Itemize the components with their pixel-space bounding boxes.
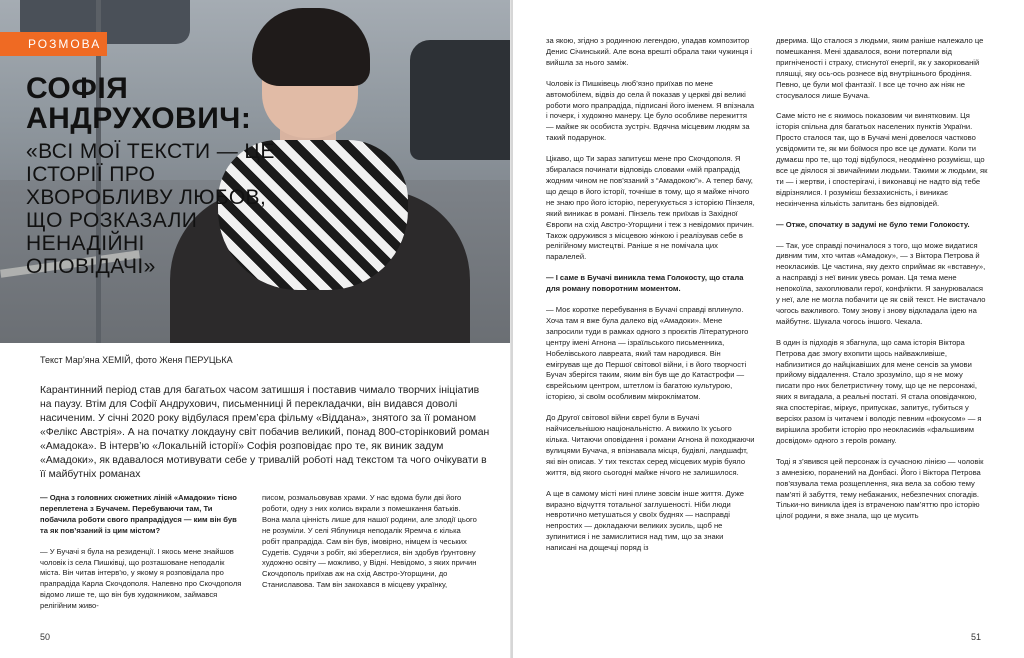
headline-name: СОФІЯ АНДРУХОВИЧ: [26, 72, 252, 135]
interview-question: — Отже, спочатку в задумі не було теми Голокосту. [776, 219, 970, 229]
right-page [513, 0, 1024, 658]
page-number: 50 [40, 632, 51, 642]
paragraph: До Другої світової війни євреї були в Бучачі найчисельнішою національністю. А вижило їх усього кілька. Читаючи оповідання і романи Агнона й походжаючи вулицями Бучача, я впізнавала місця, будівлі, ландшафт, які він описав. У тих текстах серед місцевих мурів буяло життя, від якого сьогодні майже нічого не залишилося. [546, 413, 755, 477]
paragraph: Чоловік із Пишківець люб’язно приїхав по мене автомобілем, відвіз до села й показав у церкві дві великі роботи мого прапрадіда, підписані його іменем. Я впізнала і почерк, і художню манеру. Це було особливе пережиття — майже як особиста зустріч. Вдячна місцевим людям за такий подарунок. [546, 78, 755, 143]
paragraph: — У Бучачі я була на резиденції. І якось мене знайшов чоловік із села Пишківці, що розташоване неподалік міста. Він читав інтерв’ю, у якому я розповідала про прапрадіда Карла Скочдополя. Напевно про Скочдополя відомо лише те, що він був художником, займався релігійним живо- [40, 546, 242, 611]
photo-car [410, 40, 511, 160]
byline: Текст Мар’яна ХЕМІЙ, фото Женя ПЕРУЦЬКА [40, 355, 233, 365]
paragraph: писом, розмальовував храми. У нас вдома були дві його роботи, одну з них колись вкрали з помешкання батьків. Вона мала цінність лише для нашої родини, але злодії цього не розуміли. У селі Яблуниця неподалік Яремча є кілька робіт прапрадіда. Сам він був, імовірно, німцем із чеських Судетів. Судячи з робіт, які збереглися, він здобув ґрунтовну художню освіту — можливо, у Відні. Невідомо, з яких причин Скочдополь приїхав аж на схід Австро-Угорщини, до Станиславова. Там він закохався в місцеву українку, [262, 493, 477, 590]
paragraph: Цікаво, що Ти зараз запитуєш мене про Скочдополя. Я збиралася починати відповідь словами «мій прапрадід жодним чином не пов’язаний з “Амадокою”». А тепер бачу, що дещо в його історії, точніше в тому, що я майже нічого не знаю про його історію, перегукується з історією Пінзеля, який виникає в романі. Пінзель теж приїхав із Західної Європи на схід Австро-Угорщини і теж з невідомих причин. Також одружився з місцевою жінкою і реалізував себе в релігійному мистецтві. Раніше я не помічала цих паралелей. [546, 154, 755, 262]
paragraph: дверима. Що сталося з людьми, яким раніше належало це помешкання. Мені здавалося, вони потерпали від пригніченості і страху, стиснутої енергії, як у закоркованій пляшці, яку ось-ось рознесе від внутрішнього бродіння. Певно, це були мої фантазії. І все це точно аж ніяк не стосувалося лише Бучача. [776, 36, 984, 100]
text-column [40, 493, 245, 622]
paragraph: Саме місто не є якимось показовим чи винятковим. Ця історія спільна для багатьох населених пунктів України. Просто сталося так, що в Бучачі мені довелося частково усвідомити те, як ми боїмося про все це думати. Коли ти думаєш про те, що тоді відбулося, неодмінно розумієш, що все це діялося зі звичайними людьми. Такими ж людьми, як ти — і жертви, і спостерігачі, і виконавці не надто від тебе відрізнялися. І розумієш беззахисність, і виникає нескінченна кількість запитань без відповідей. [776, 111, 988, 208]
text-column [776, 36, 988, 532]
interview-question: — Одна з головних сюжетних ліній «Амадоки» тісно переплетена з Бучачем. Перебуваючи там, Ти побачила роботи свого прапрадідуся — ким він був та як пов’язаний із цим містом? [40, 493, 237, 535]
article-headline [26, 74, 276, 278]
lead-paragraph: Карантинний період став для багатьох часом затишшя і поставив чимало творчих ініціатив на паузу. Втім для Софії Андрухович, письменниці й перекладачки, він видався доволі насиченим. У січні 2020 року відбулася прем’єра фільму «Віддана», знятого за її романом «Фелікс Австрія». А на початку локдауну світ побачив великий, понад 800-сторінковий роман «Амадока». В інтерв’ю «Локальній історії» Софія розповідає про те, як виник задум «Амадоки», як вдавалося мотивувати себе у тривалій роботі над текстом та чого очікувати в її майбутніх романах [40, 385, 490, 480]
paragraph: В один із підходів я збагнула, що сама історія Віктора Петрова дає змогу вхопити щось найважливіше, наблизитися до найцікавіших для мене сенсів за умови прийому віддалення. Стало зрозуміло, що я не можу писати про них белетристичну тому, що це не персонажі, яких я вигадала, а реальні постаті. Я стала оповідачкою, яка спостерігає, міркує, припускає, запитує, губиться у версіях разом із читачем і володіє певним «фокусом» — я вирішила зробити історію про неокласиків «фальшивим досвідом» одного з героїв роману. [776, 337, 982, 445]
paragraph: — Моє коротке перебування в Бучачі справді вплинуло. Хоча там я вже була далеко від «Амадоки». Мене запросили туди в рамках одного з проєктів Літературного центру імені Агнона — ізраїльського письменника, Нобелівського лавреата, який там народився. Він емігрував ще до Першої світової війни, і в його творчості Бучач зберігся таким, яким він був ще до Катастрофи — єврейським центром, штетлом із багатою культурою, історією, зі своїм особливим мікрокліматом. [546, 305, 749, 402]
page-number: 51 [971, 632, 982, 642]
text-column [546, 36, 756, 564]
section-tag: РОЗМОВА [0, 32, 107, 56]
paragraph: Тоді я з’явився цей персонаж із сучасною лінією — чоловік з амнезією, поранений на Донбасі. Його і Віктора Петрова пов’язувала тема розщеплення, яка вела за собою тему пам’яті й забуття, тему небажаних, небезпечних спогадів. Тільки-но виникла ідея із втраченою пам’яттю про історію цілої родини, я вже знала, що це мусить [776, 456, 984, 521]
headline-quote: «ВСІ МОЇ ТЕКСТИ — ЦЕ ІСТОРІЇ ПРО ХВОРОБЛИВУ ЛЮБОВ, ЩО РОЗКАЗАЛИ НЕНАДІЙНІ ОПОВІДАЧІ» [26, 140, 275, 278]
left-page [0, 0, 511, 658]
paragraph: — Так, усе справді починалося з того, що може видатися дивним тим, хто читав «Амадоку», — з Віктора Петрова й неокласиків. Це частина, яку дехто сприймає як «вставну», а насправді з неї виник увесь роман. Ця тема мене непокоїла, захоплювали герої, конфлікти. Я занурювалася у неї, але не могла побачити це як свій текст. Не вистачало чогось важливого. Тому знову і знову відкладала ідею на майбутнє. Шукала чогось іншого. Чекала. [776, 240, 986, 326]
text-column [262, 493, 477, 601]
interview-question: — І саме в Бучачі виникла тема Голокосту, що стала для роману поворотним моментом. [546, 273, 744, 294]
paragraph: А ще в самому місті нині плине зовсім інше життя. Дуже виразно відчуття тотальної заглушеності. Ніби люди невротично метушаться у своїх буднях — насправді непростих — докладаючи великих зусиль, щоб не зупинитися і не замислитися над тим, що за знаки написані на дощечці поряд із [546, 488, 745, 553]
paragraph: за якою, згідно з родинною легендою, упадав композитор Денис Січинський. Але вона врешті обрала таки чужинця і вийшла за нього заміж. [546, 36, 753, 67]
